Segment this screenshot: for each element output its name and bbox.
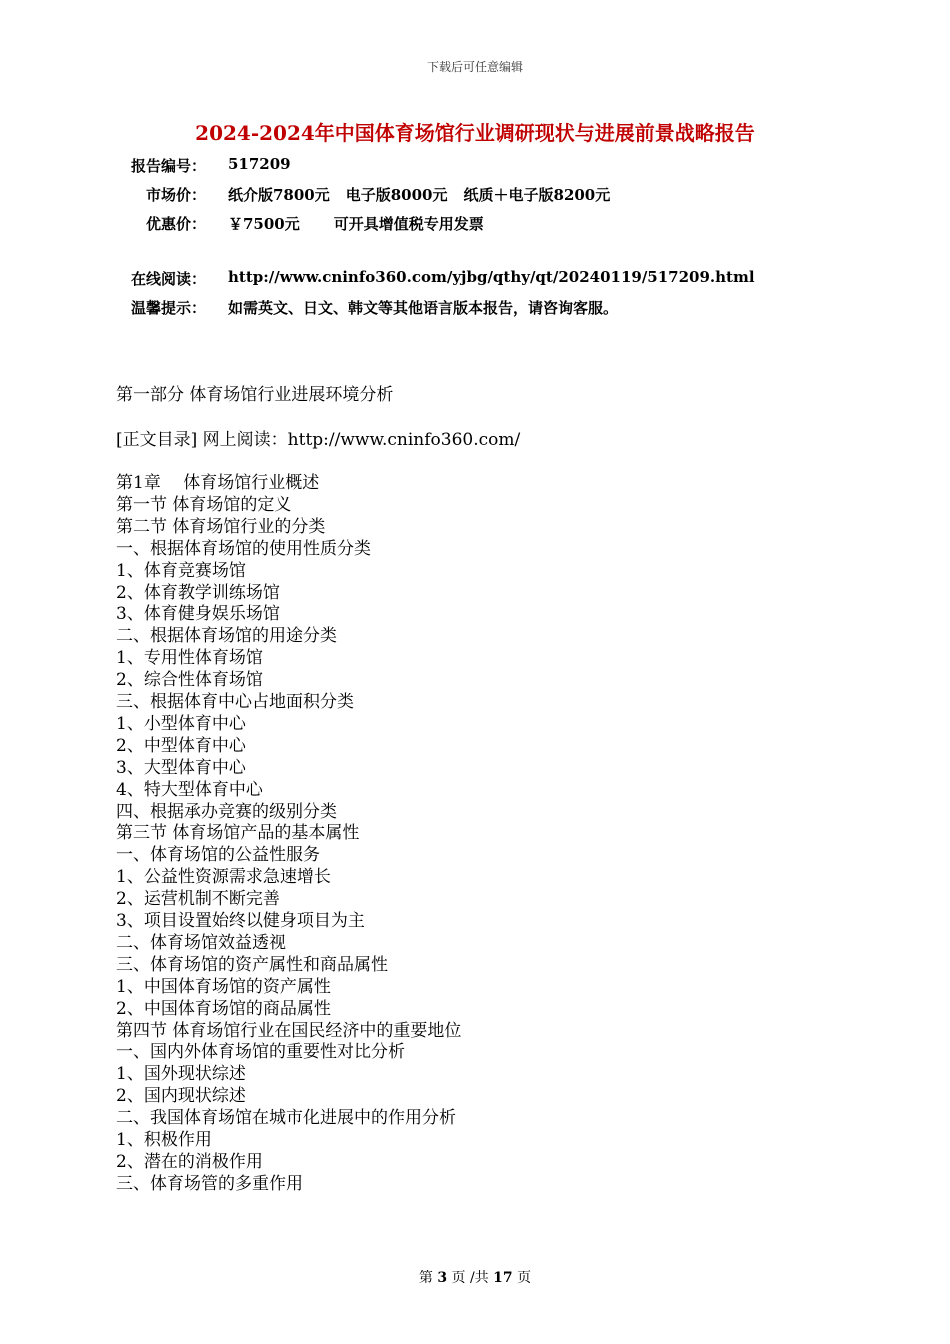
toc-item: 1、体育竞赛场馆 <box>116 560 246 581</box>
toc-item: 1、国外现状综述 <box>116 1064 246 1085</box>
report-number-label: 报告编号： <box>130 157 206 175</box>
toc-item: 三、体育场馆的资产属性和商品属性 <box>116 954 388 975</box>
toc-item: 2、综合性体育场馆 <box>116 670 263 691</box>
toc-item: 2、体育教学训练场馆 <box>116 582 280 603</box>
toc-item: 2、运营机制不断完善 <box>116 889 280 910</box>
toc-item: 二、体育场馆效益透视 <box>116 932 286 953</box>
toc-item: 一、国内外体育场馆的重要性对比分析 <box>116 1042 405 1063</box>
footer-suffix: 页 <box>517 1270 532 1286</box>
price-paper: 纸介版7800元 <box>228 186 330 204</box>
toc-item: 第二节 体育场馆行业的分类 <box>116 516 326 537</box>
invoice-note: 可开具增值税专用发票 <box>333 215 484 233</box>
discount-values <box>228 213 484 234</box>
toc-item: 3、大型体育中心 <box>116 757 246 778</box>
discount-price: ￥7500元 <box>228 215 300 233</box>
toc-item: 1、专用性体育场馆 <box>116 648 263 669</box>
footer-middle: 页 /共 <box>451 1270 489 1286</box>
report-number-value: 517209 <box>228 155 291 173</box>
toc-online-link[interactable]: [正文目录] 网上阅读：http://www.cninfo360.com/ <box>116 430 521 450</box>
price-electronic: 电子版8000元 <box>345 186 448 204</box>
toc-item: 1、积极作用 <box>116 1130 212 1150</box>
page-footer <box>0 1267 950 1287</box>
header-note: 下载后可任意编辑 <box>426 60 523 74</box>
market-price-label: 市场价： <box>145 186 206 204</box>
toc-item: 2、中国体育场馆的商品属性 <box>116 998 331 1019</box>
report-title: 2024-2024年中国体育场馆行业调研现状与进展前景战略报告 <box>195 121 755 145</box>
tip-label: 温馨提示： <box>130 299 206 317</box>
footer-current-page: 3 <box>437 1270 448 1286</box>
toc-item: 一、根据体育场馆的使用性质分类 <box>116 538 371 559</box>
toc-item: 三、根据体育中心占地面积分类 <box>116 692 354 712</box>
price-both: 纸质＋电子版8200元 <box>463 186 611 204</box>
toc-item: 第1章 体育场馆行业概述 <box>116 473 320 493</box>
toc-item: 3、项目设置始终以健身项目为主 <box>116 911 365 931</box>
toc-item: 3、体育健身娱乐场馆 <box>116 604 280 625</box>
discount-label: 优惠价： <box>145 215 206 233</box>
toc-item: 二、我国体育场馆在城市化进展中的作用分析 <box>116 1108 456 1129</box>
toc-item: 第四节 体育场馆行业在国民经济中的重要地位 <box>116 1020 462 1041</box>
toc-item: 1、小型体育中心 <box>116 713 246 734</box>
tip-value: 如需英文、日文、韩文等其他语言版本报告，请咨询客服。 <box>228 299 619 317</box>
toc-item: 第一节 体育场馆的定义 <box>116 494 292 515</box>
footer-prefix: 第 <box>418 1270 433 1286</box>
toc-item: 二、根据体育场馆的用途分类 <box>116 626 337 647</box>
toc-item: 一、体育场馆的公益性服务 <box>116 845 320 866</box>
toc-item: 1、公益性资源需求急速增长 <box>116 867 331 888</box>
toc-item: 2、潜在的消极作用 <box>116 1151 263 1172</box>
toc-item: 2、国内现状综述 <box>116 1086 246 1107</box>
toc-item: 四、根据承办竞赛的级别分类 <box>116 801 337 822</box>
market-price-values <box>228 184 610 205</box>
online-reading-label: 在线阅读： <box>130 270 206 288</box>
toc-item: 2、中型体育中心 <box>116 735 246 756</box>
toc-item: 4、特大型体育中心 <box>116 779 263 800</box>
toc-item: 第三节 体育场馆产品的基本属性 <box>116 823 360 844</box>
toc-item: 1、中国体育场馆的资产属性 <box>116 976 331 997</box>
footer-total-pages: 17 <box>493 1270 513 1286</box>
toc-item: 三、体育场管的多重作用 <box>116 1173 303 1194</box>
section-heading: 第一部分 体育场馆行业进展环境分析 <box>116 385 394 405</box>
online-reading-link[interactable]: http://www.cninfo360.com/yjbg/qthy/qt/20240119/517209.html <box>228 268 755 286</box>
